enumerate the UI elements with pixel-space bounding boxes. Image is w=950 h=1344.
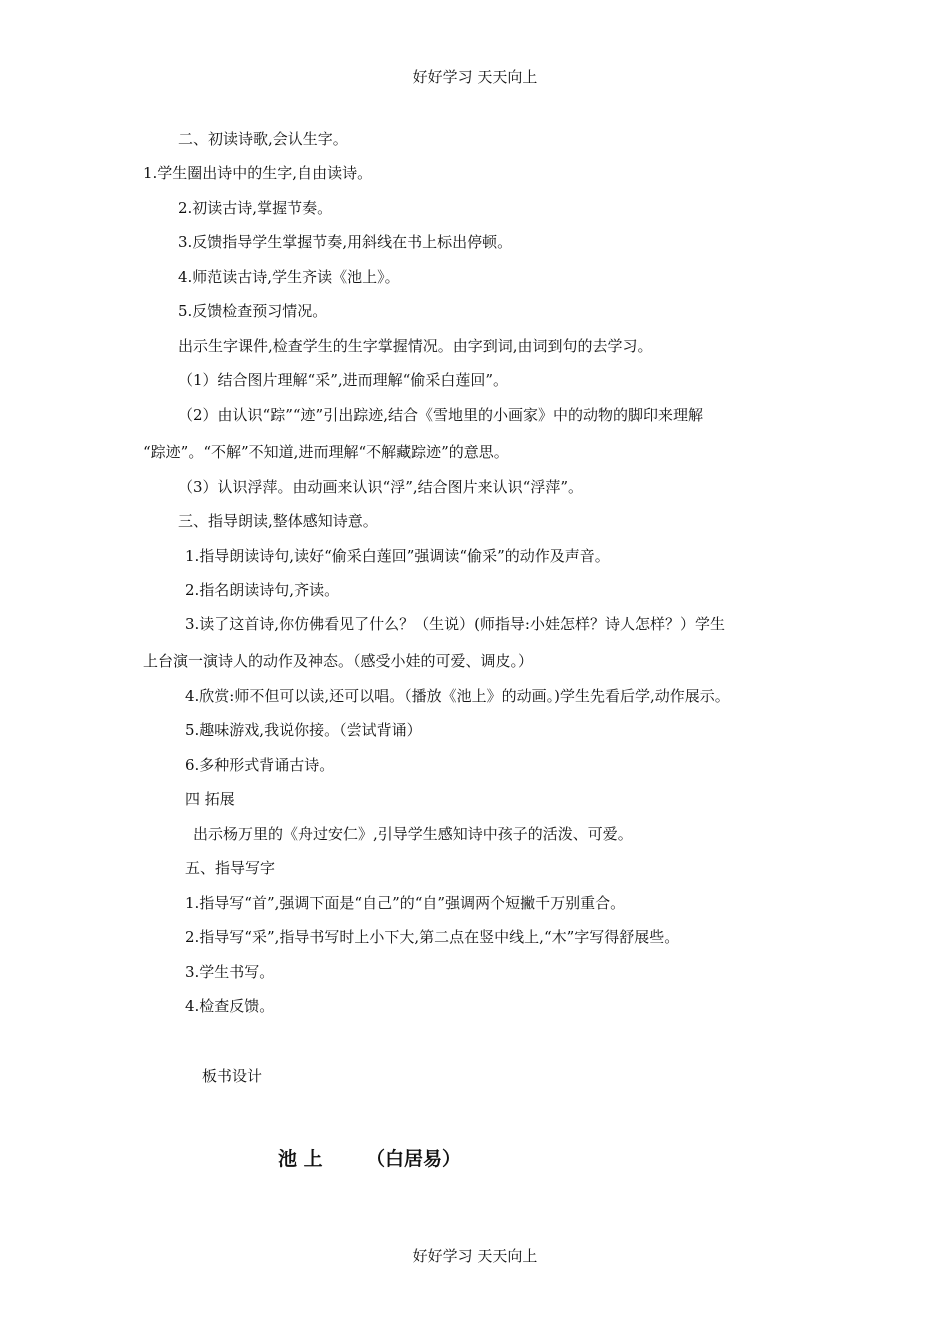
paragraph-line: （1）结合图片理解“采”,进而理解“偷采白莲回”。 xyxy=(178,371,508,389)
paragraph-line: 出示生字课件,检查学生的生字掌握情况。由字到词,由词到句的去学习。 xyxy=(178,337,653,355)
section-heading-2: 二、初读诗歌,会认生字。 xyxy=(178,130,348,148)
paragraph-line: “踪迹”。“不解”不知道,进而理解“不解藏踪迹”的意思。 xyxy=(143,443,509,461)
board-author: （白居易） xyxy=(366,1148,462,1170)
paragraph-line: 6.多种形式背诵古诗。 xyxy=(185,756,335,774)
paragraph-line: 5.反馈检查预习情况。 xyxy=(178,302,328,320)
paragraph-line: 5.趣味游戏,我说你接。（尝试背诵） xyxy=(185,721,422,739)
page-header: 好好学习 天天向上 xyxy=(412,68,538,86)
paragraph-line: （2）由认识“踪”“迹”引出踪迹,结合《雪地里的小画家》中的动物的脚印来理解 xyxy=(178,406,703,424)
board-design-label: 板书设计 xyxy=(202,1067,263,1085)
paragraph-line: 3.学生书写。 xyxy=(185,963,275,981)
paragraph-line: 2.指导写“采”,指导书写时上小下大,第二点在竖中线上,“木”字写得舒展些。 xyxy=(185,928,680,946)
paragraph-line: 2.指名朗读诗句,齐读。 xyxy=(185,581,340,599)
page-footer: 好好学习 天天向上 xyxy=(412,1247,538,1265)
paragraph-line: 上台演一演诗人的动作及神态。（感受小娃的可爱、调皮。） xyxy=(143,652,534,670)
paragraph-line: 1.指导朗读诗句,读好“偷采白莲回”强调读“偷采”的动作及声音。 xyxy=(185,547,610,565)
paragraph-line: 4.欣赏:师不但可以读,还可以唱。（播放《池上》的动画。)学生先看后学,动作展示。 xyxy=(185,687,730,705)
paragraph-line: 1.学生圈出诗中的生字,自由读诗。 xyxy=(143,164,373,182)
paragraph-line: 4.检查反馈。 xyxy=(185,997,275,1015)
section-heading-5: 五、指导写字 xyxy=(185,859,276,877)
section-heading-3: 三、指导朗读,整体感知诗意。 xyxy=(178,512,378,530)
paragraph-line: 1.指导写“首”,强调下面是“自己”的“自”强调两个短撇千万别重合。 xyxy=(185,894,626,912)
board-title: 池 上 xyxy=(278,1148,323,1170)
paragraph-line: 3.反馈指导学生掌握节奏,用斜线在书上标出停顿。 xyxy=(178,233,513,251)
paragraph-line: 4.师范读古诗,学生齐读《池上》。 xyxy=(178,268,400,286)
paragraph-line: 出示杨万里的《舟过安仁》,引导学生感知诗中孩子的活泼、可爱。 xyxy=(193,825,633,843)
paragraph-line: 3.读了这首诗,你仿佛看见了什么？（生说）(师指导:小娃怎样？诗人怎样？）学生 xyxy=(185,615,725,633)
paragraph-line: （3）认识浮萍。由动画来认识“浮”,结合图片来认识“浮萍”。 xyxy=(178,478,583,496)
paragraph-line: 2.初读古诗,掌握节奏。 xyxy=(178,199,333,217)
section-heading-4: 四 拓展 xyxy=(185,790,235,808)
